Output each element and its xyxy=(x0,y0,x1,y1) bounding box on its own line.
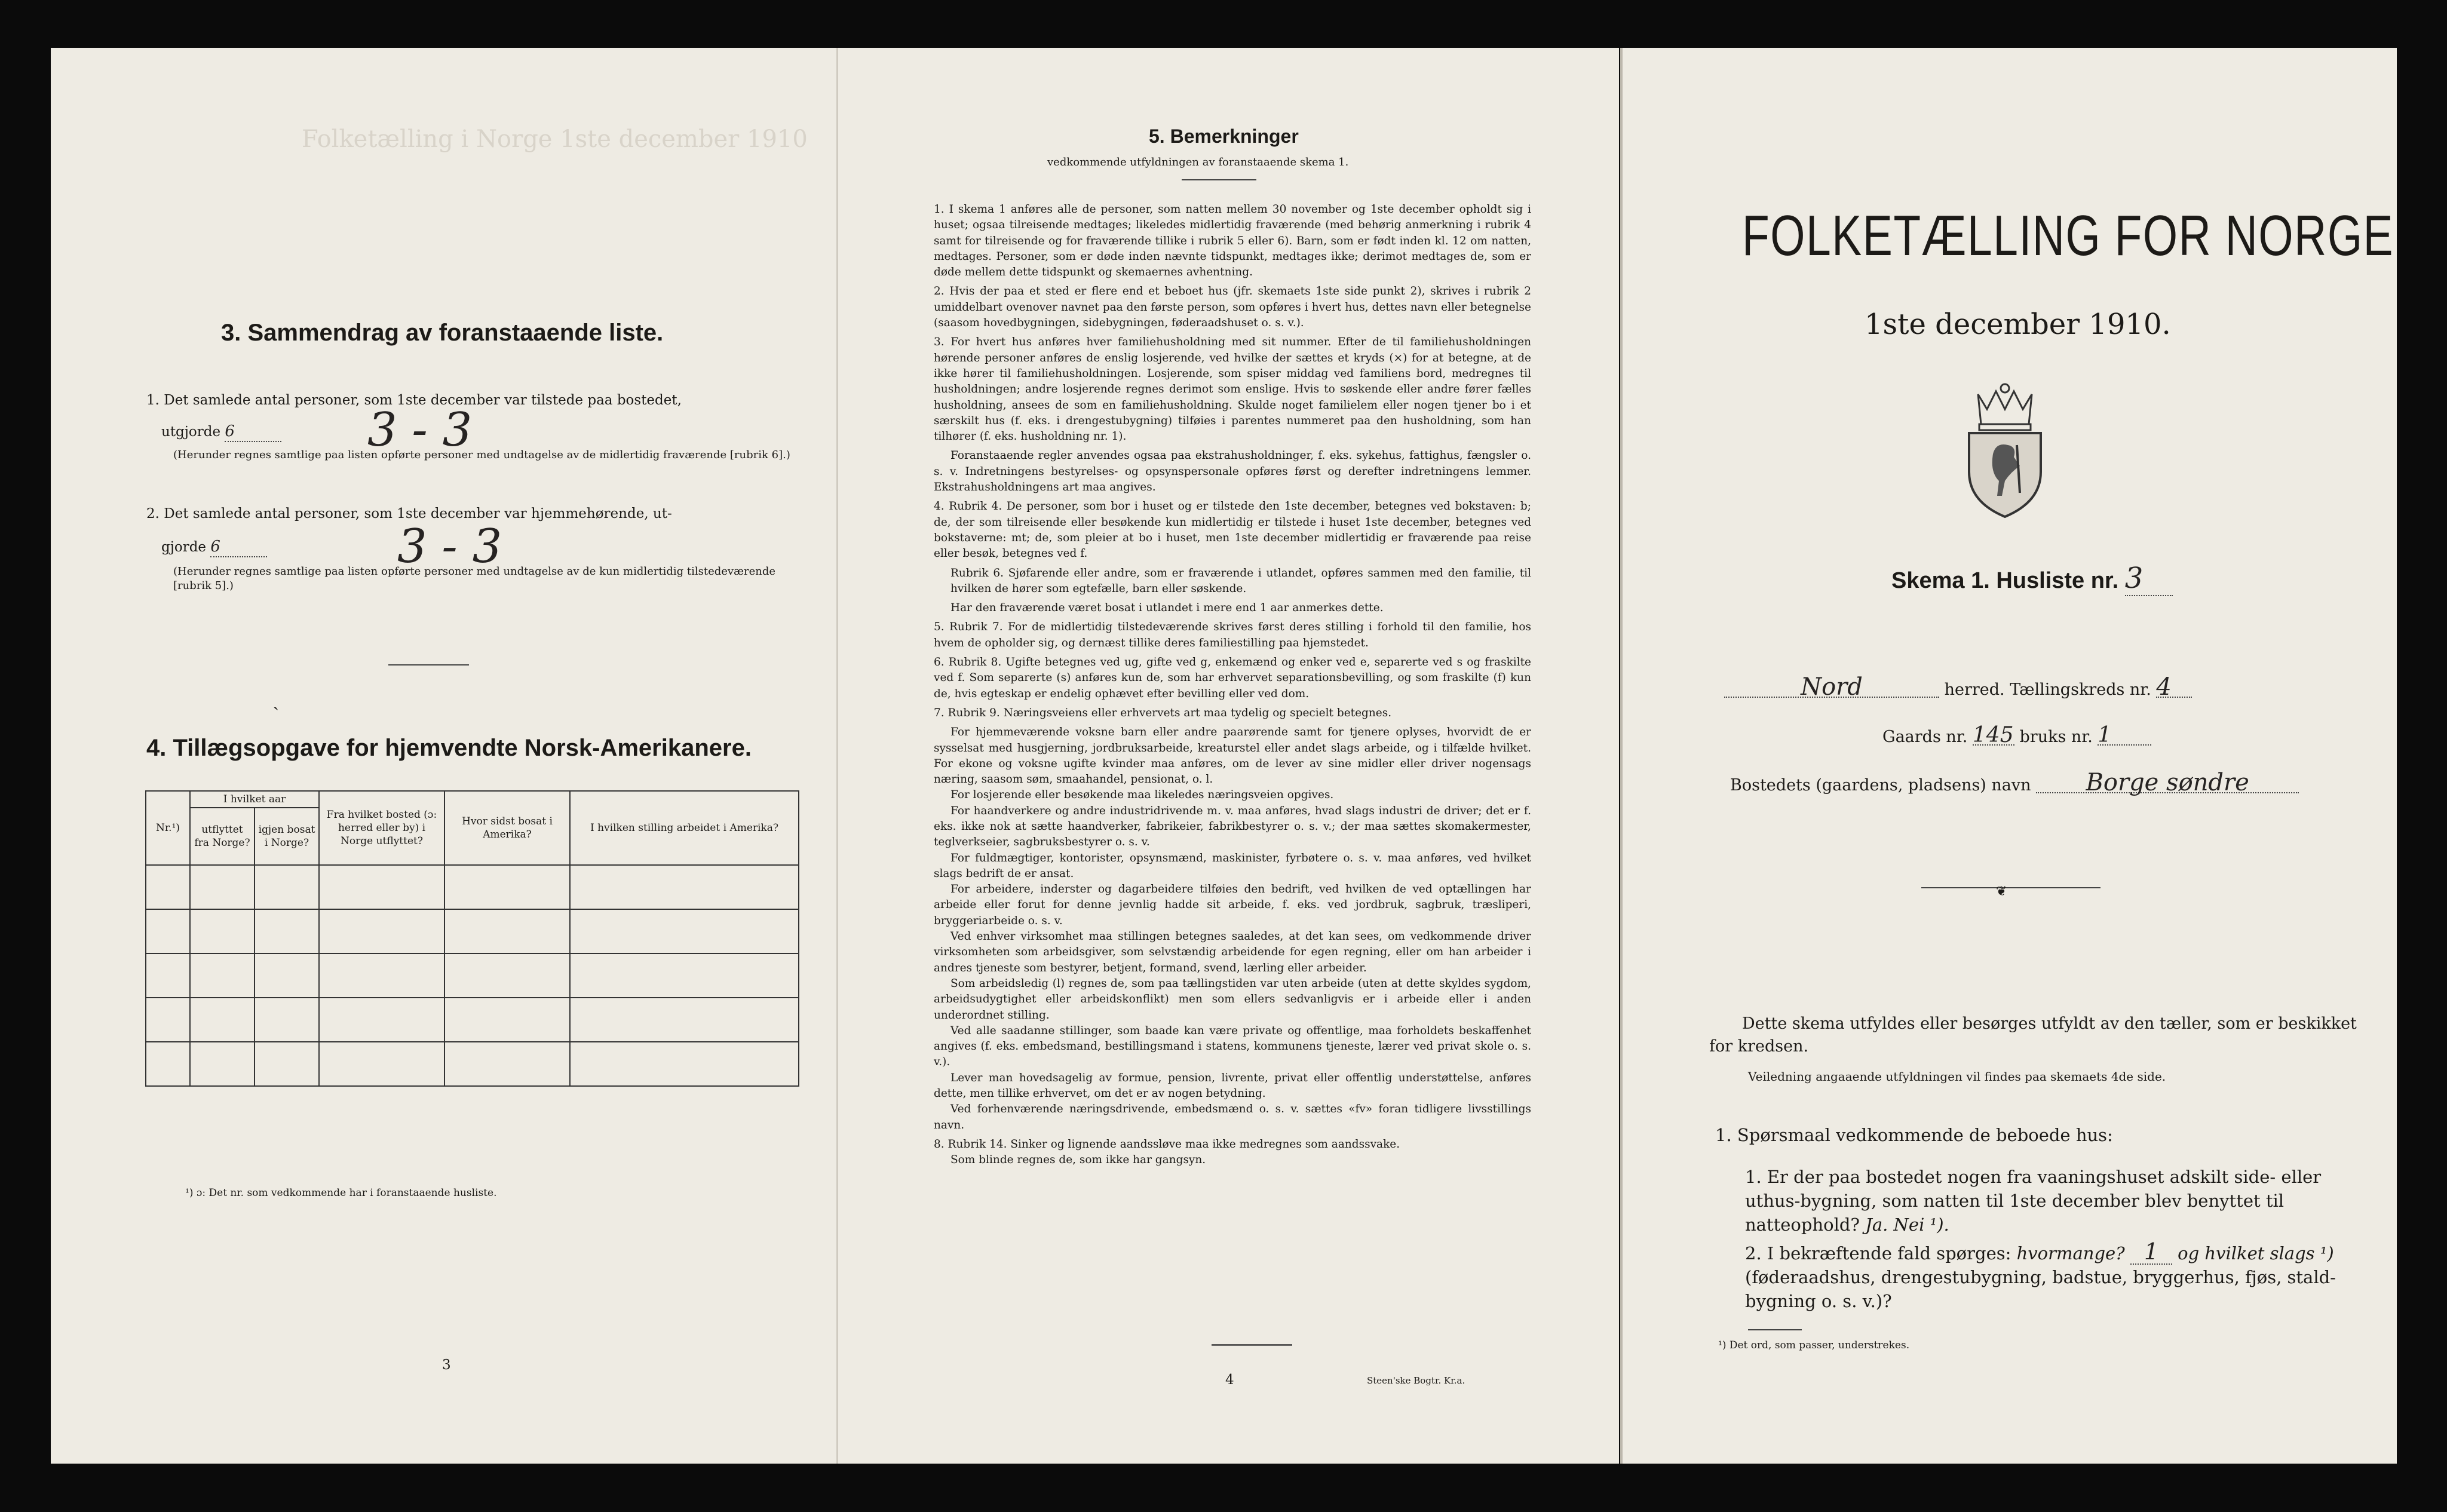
question-2-hvormange: hvormange? xyxy=(2016,1243,2125,1263)
header-returned: igjen bosat i Norge? xyxy=(254,808,319,865)
husliste-number: 3 xyxy=(2125,562,2173,596)
item-2-handwritten: 3 - 3 xyxy=(397,520,502,573)
remark-paragraph: Lever man hovedsagelig av formue, pension, livrente, privat eller offentlig understøttelse, anføres dette, men tillike erhvervet, om det er av nogen betydning. xyxy=(934,1071,1531,1100)
remarks-subtitle: vedkommende utfyldningen av foranstaaende skema 1. xyxy=(1047,156,1349,168)
section-4-title: 4. Tillægsopgave for hjemvendte Norsk-Amerikanere. xyxy=(146,735,752,761)
remark-paragraph: 3. For hvert hus anføres hver familiehusholdning med sit nummer. Efter de til familiehusholdningen hørende personer anføres de enslig losjerende, ved hvilke der sættes et kryds (×) for at betegne, at de ikke hører til familiehusholdningen. Losjerende, som spiser middag ved familiens bord, medregnes til husholdningen; andre losjerende regnes derimot som enslige. Hvis to søskende eller andre fører fælles husholdning, ansees de som en familiehusholdning. Skulde noget familielem eller nogen tjener bo i et særskilt hus (f. eks. i drengestubygning) tilføies i parentes nummeret paa den husholdning, som han tilhører (f. eks. husholdning nr. 1). xyxy=(934,336,1531,443)
remark-paragraph: For arbeidere, inderster og dagarbeidere tilføies den bedrift, ved hvilken de ved optællingen har arbeide eller forut for denne jevnlig hadde sit arbeide, f. eks. ved jordbruk, sagbruk, træsliperi, bryggeriarbeide o. s. v. xyxy=(934,883,1531,927)
page-3 xyxy=(51,48,836,1464)
bosted-line xyxy=(1730,769,2299,796)
bosted-label: Bostedets (gaardens, pladsens) navn xyxy=(1730,776,2031,795)
remark-paragraph: Rubrik 6. Sjøfarende eller andre, som er fraværende i utlandet, opføres sammen med den familie, til hvilken de hører som egtefælle, barn eller søskende. xyxy=(950,566,1531,595)
bosted-value: Borge søndre xyxy=(2036,774,2299,793)
item-2-printed-value: 6 xyxy=(210,538,267,557)
remark-paragraph: For hjemmeværende voksne barn eller andre paarørende samt for tjenere oplyses, hvorvidt de er sysselsat med husgjerning, jordbruksarbeide, kreaturstel eller andet slags arbeide, og i tilfælde hvilket. For ekone og voksne ugifte kvinder maa anføres, om de lever av sine midler eller driver nogensags næring, saasom søm, smaahandel, pensionat, o. l. xyxy=(934,726,1531,786)
remark-paragraph: 6. Rubrik 8. Ugifte betegnes ved ug, gifte ved g, enkemænd og enker ved e, separerte ved s og fraskilte ved f. Som separerte (s) anføres kun de, som har erhvervet separationsbevilling, og som fraskilte (f) kun de, hvis egteskap er endelig ophævet efter bevilling eller ved dom. xyxy=(934,656,1531,700)
gaards-label: Gaards nr. xyxy=(1882,728,1968,746)
remark-paragraph: 7. Rubrik 9. Næringsveiens eller erhvervets art maa tydelig og specielt betegnes. xyxy=(934,706,1392,719)
instructions-text: Dette skema utfyldes eller besørges utfyldt av den tæller, som er beskikket for kredsen. xyxy=(1709,1014,2357,1056)
remark-paragraph: Som blinde regnes de, som ikke har gangsyn. xyxy=(950,1154,1206,1167)
divider xyxy=(1748,1329,1802,1330)
form-title: FOLKETÆLLING FOR NORGE xyxy=(1742,204,2394,268)
item-1-printed-value: 6 xyxy=(225,422,281,442)
remark-paragraph: 5. Rubrik 7. For de midlertidig tilstedeværende skrives først deres stilling i forhold til den familie, hos hvem de opholder sig, og dernæst tillike deres familiestilling paa hjemstedet. xyxy=(934,621,1531,649)
remark-paragraph: For losjerende eller besøkende maa likeledes næringsveien opgives. xyxy=(950,789,1334,802)
item-1-text: 1. Det samlede antal personer, som 1ste december var tilstede paa bostedet, xyxy=(146,392,682,408)
table-footnote: ¹) ɔ: Det nr. som vedkommende har i foranstaaende husliste. xyxy=(185,1187,497,1199)
divider xyxy=(388,664,469,665)
question-1-answer: Ja. Nei ¹). xyxy=(1865,1214,1949,1235)
question-2-count: 1 xyxy=(2130,1240,2172,1265)
pencil-mark-icon: ˎ xyxy=(273,690,279,711)
table-row xyxy=(146,865,799,909)
question-2-start: 2. I bekræftende fald spørges: xyxy=(1745,1243,2011,1263)
questions-header: 1. Spørsmaal vedkommende de beboede hus: xyxy=(1715,1125,2113,1145)
page-1 xyxy=(1620,48,2397,1464)
item-2-note: (Herunder regnes samtlige paa listen opførte personer med undtagelse av de kun midlertidig tilstedeværende [rubrik 5].) xyxy=(173,565,776,592)
table-row xyxy=(146,909,799,953)
remark-paragraph: 2. Hvis der paa et sted er flere end et beboet hus (jfr. skemaets 1ste side punkt 2), skrives i rubrik 2 umiddelbart ovenover navnet paa den første person, som opføres i hvert hus, dettes navn eller betegnelse (saasom hovedbygningen, sidebygningen, føderaadshuset o. s. v.). xyxy=(934,285,1531,330)
bruks-label: bruks nr. xyxy=(2019,728,2093,746)
table-row xyxy=(146,953,799,998)
item-1-label xyxy=(161,422,281,442)
printer-credit: Steen'ske Bogtr. Kr.a. xyxy=(1367,1375,1465,1386)
question-2-og: og hvilket slags ¹) xyxy=(2178,1243,2334,1263)
form-date: 1ste december 1910. xyxy=(1865,308,2171,341)
herred-label: herred. xyxy=(1944,680,2005,699)
remarks-body xyxy=(934,202,1531,1172)
gaards-value: 145 xyxy=(1972,723,2014,747)
remark-paragraph: Som arbeidsledig (l) regnes de, som paa tællingstiden var uten arbeide (uten at dette skyldes sygdom, arbeidsudygtighet eller arbeidskonflikt) men som ellers sedvanligvis er i arbeide eller i anden underordnet stilling. xyxy=(934,977,1531,1022)
item-2-label xyxy=(161,538,267,557)
question-1-text: 1. Er der paa bostedet nogen fra vaaningshuset adskilt side- eller uthus-bygning, som natten til 1ste december blev benyttet til natteophold? xyxy=(1745,1167,2322,1235)
header-position: I hvilken stilling arbeidet i Amerika? xyxy=(570,791,799,865)
page-4 xyxy=(836,48,1619,1464)
remark-paragraph: For fuldmægtiger, kontorister, opsynsmænd, maskinister, fyrbøtere o. s. v. maa anføres, ved hvilket slags bedrift de er ansat. xyxy=(934,851,1531,880)
header-emigrated: utflyttet fra Norge? xyxy=(190,808,254,865)
item-1-label-text: utgjorde xyxy=(161,424,221,440)
herred-value: Nord xyxy=(1724,678,1939,698)
skema-line xyxy=(1891,562,2173,596)
header-last-residence: Hvor sidst bosat i Amerika? xyxy=(444,791,570,865)
ornament-icon: ❦ xyxy=(1996,884,2007,899)
divider xyxy=(1182,179,1256,180)
faded-header: Folketælling i Norge 1ste december 1910 xyxy=(302,125,808,153)
page-1-footnote: ¹) Det ord, som passer, understrekes. xyxy=(1718,1339,1910,1351)
norway-coat-of-arms-icon xyxy=(1960,382,2050,522)
kreds-value: 4 xyxy=(2156,678,2192,698)
header-from-where: Fra hvilket bosted (ɔ: herred eller by) i Norge utflyttet? xyxy=(319,791,444,865)
remark-paragraph: 8. Rubrik 14. Sinker og lignende aandssløve maa ikke medregnes som aandssvake. xyxy=(934,1137,1400,1151)
question-2-rest: (føderaadshus, drengestubygning, badstue, bryggerhus, fjøs, stald-bygning o. s. v.)? xyxy=(1745,1267,2336,1311)
item-2-label-text: gjorde xyxy=(161,539,207,555)
bruks-value: 1 xyxy=(2098,726,2151,746)
header-nr: Nr.¹) xyxy=(146,791,190,865)
header-group: I hvilket aar xyxy=(190,791,319,808)
remark-paragraph: 4. Rubrik 4. De personer, som bor i huset og er tilstede den 1ste december, betegnes ved bokstaven: b; de, der som tilreisende eller besøkende kun midlertidig er tilstede i huset 1ste december, betegnes ved bokstaverne: mt; de, som pleier at bo i huset, men 1ste december midlertidig er fraværende paa reise eller besøk, betegnes ved f. xyxy=(934,500,1531,560)
remark-paragraph: Ved forhenværende næringsdrivende, embedsmænd o. s. v. sættes «fv» foran tidligere livsstillings navn. xyxy=(934,1103,1531,1131)
table-row xyxy=(146,1042,799,1086)
section-3-title: 3. Sammendrag av foranstaaende liste. xyxy=(221,320,664,346)
divider xyxy=(1212,1344,1292,1348)
page-number-4: 4 xyxy=(1225,1372,1234,1388)
remark-paragraph: 1. I skema 1 anføres alle de personer, som natten mellem 30 november og 1ste december opholdt sig i huset; ogsaa tilreisende medtages; likeledes midlertidig fraværende (med behørig anmerkning i rubrik 4 samt for tilreisende og for fraværende tillike i rubrik 5 eller 6). Barn, som er født inden kl. 12 om natten, medtages. Personer, som er døde inden nævnte tidspunkt, medtages ikke; derimot medtages de, som er døde mellem dette tidspunkt og skemaernes avhentning. xyxy=(934,203,1531,279)
skema-label: Skema 1. Husliste nr. xyxy=(1891,568,2119,593)
remarks-title: 5. Bemerkninger xyxy=(1149,125,1299,147)
norsk-amerikanere-table xyxy=(145,790,799,1087)
herred-line xyxy=(1724,673,2192,701)
question-2 xyxy=(1745,1240,2378,1313)
remark-paragraph: Foranstaaende regler anvendes ogsaa paa ekstrahusholdninger, f. eks. sykehus, fattighus, fængsler o. s. v. Indretningens bestyrelses- og opsynspersonale opføres først og derefter indretningens lemmer. Ekstrahusholdningens art maa angives. xyxy=(934,449,1531,494)
remark-paragraph: Ved alle saadanne stillinger, som baade kan være private og offentlige, maa forholdets beskaffenhet angives (f. eks. embedsmand, bestillingsmand i statens, kommunens tjeneste, lærer ved privat skole o. s. v.). xyxy=(934,1024,1531,1069)
remark-paragraph: Ved enhver virksomhet maa stillingen betegnes saaledes, at det kan sees, om vedkommende driver virksomheten som arbeidsgiver, som selvstændig arbeidende for egen regning, eller om han arbeider i andres tjeneste som bestyrer, betjent, formand, svend, lærling eller arbeider. xyxy=(934,930,1531,974)
gaards-line xyxy=(1882,723,2151,747)
page-number-3: 3 xyxy=(442,1357,451,1373)
divider xyxy=(1921,887,2101,888)
question-1 xyxy=(1745,1165,2378,1237)
kreds-label: Tællingskreds nr. xyxy=(2010,680,2151,699)
item-1-handwritten: 3 - 3 xyxy=(367,403,473,457)
remark-paragraph: For haandverkere og andre industridrivende m. v. maa anføres, hvad slags industri de driver; det er f. eks. ikke nok at sætte haandverker, fabrikeier, fabrikbestyrer o. s. v.; der maa sættes skomakermester, teglverkseier, sagbruksbestyrer o. s. v. xyxy=(934,804,1531,849)
table-row xyxy=(146,998,799,1042)
remark-paragraph: Har den fraværende været bosat i utlandet i mere end 1 aar anmerkes dette. xyxy=(950,602,1384,615)
item-1-note: (Herunder regnes samtlige paa listen opførte personer med undtagelse av de midlertidig fraværende [rubrik 6].) xyxy=(173,449,790,461)
item-2-text: 2. Det samlede antal personer, som 1ste december var hjemmehørende, ut- xyxy=(146,506,672,522)
guidance-text: Veiledning angaaende utfyldningen vil findes paa skemaets 4de side. xyxy=(1748,1069,2166,1084)
